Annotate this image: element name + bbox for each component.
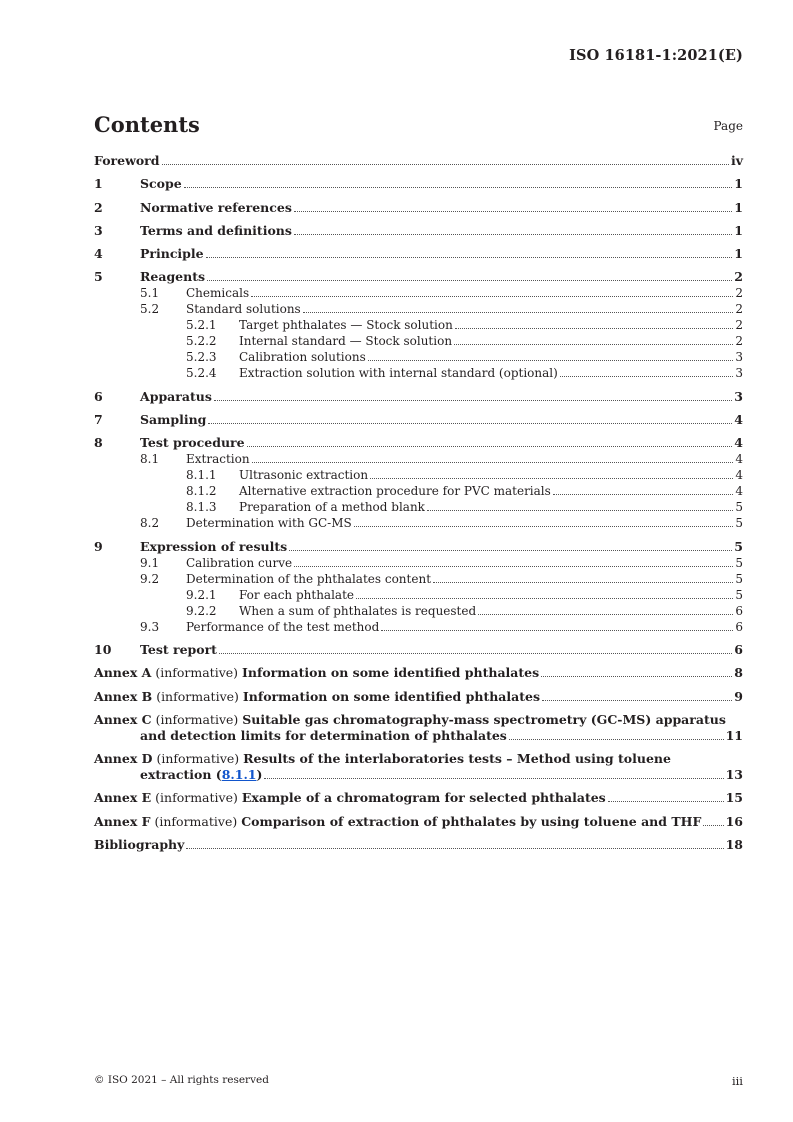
toc-page: 2 — [735, 318, 743, 333]
toc-page: 9 — [734, 688, 743, 704]
annex-title: Information on some identified phthalates — [242, 665, 540, 681]
toc-number: 8 — [94, 435, 103, 451]
annex-title-text: extraction ( — [140, 767, 222, 783]
toc-label: Extraction solution with internal standard (optional) — [239, 366, 558, 381]
toc-page: 5 — [735, 500, 743, 515]
dot-leader — [368, 359, 734, 361]
toc-number: 5.2.4 — [186, 366, 217, 381]
toc-page: 8 — [734, 665, 743, 681]
toc-entry-section[interactable] — [94, 349, 743, 365]
dot-leader — [219, 652, 732, 654]
toc-entry-section[interactable] — [94, 223, 743, 239]
toc-entry-section[interactable] — [94, 619, 743, 635]
toc-entry-section[interactable] — [94, 467, 743, 483]
annex-type: (informative) — [156, 688, 239, 704]
annex-type: (informative) — [154, 813, 238, 829]
toc-label: Internal standard — Stock solution — [239, 334, 453, 349]
toc-label: Bibliography — [94, 837, 185, 853]
toc-page: 3 — [735, 366, 743, 381]
toc-number: 5.2.3 — [186, 350, 217, 365]
dot-leader — [294, 565, 733, 567]
toc-entry-section[interactable] — [94, 451, 743, 467]
toc-label: Performance of the test method — [186, 619, 380, 634]
toc-label: Test procedure — [140, 435, 245, 451]
annex-type: (informative) — [155, 665, 239, 681]
toc-label — [94, 665, 539, 681]
toc-number: 5.2.1 — [186, 318, 217, 333]
toc-page: 16 — [725, 813, 743, 829]
annex-title-text: ) — [256, 767, 263, 783]
toc-page: iv — [730, 153, 743, 168]
annex-title-line2 — [140, 767, 262, 783]
page-title: Contents — [94, 112, 200, 137]
annex-line2 — [94, 728, 743, 744]
toc-page: 18 — [725, 837, 743, 853]
toc-label: When a sum of phthalates is requested — [239, 603, 477, 618]
toc-label: Sampling — [140, 412, 207, 428]
toc-page: 5 — [734, 538, 743, 554]
toc-label: Preparation of a method blank — [239, 500, 425, 515]
toc-number: 5 — [94, 269, 103, 285]
dot-leader — [206, 256, 733, 258]
toc-entry-section[interactable] — [94, 317, 743, 333]
toc-number: 7 — [94, 412, 103, 428]
annex-line2 — [94, 767, 743, 783]
table-of-contents — [94, 153, 743, 853]
toc-number: 9.2.1 — [186, 587, 217, 602]
dot-leader — [184, 186, 733, 188]
toc-entry-section[interactable] — [94, 435, 743, 451]
toc-entry-section[interactable] — [94, 389, 743, 405]
toc-label: Test report — [140, 641, 217, 657]
toc-entry-annex[interactable] — [94, 790, 743, 806]
toc-entry-section[interactable] — [94, 642, 743, 658]
toc-page: 3 — [734, 388, 743, 404]
dot-leader — [264, 777, 723, 779]
toc-number: 3 — [94, 222, 103, 238]
toc-number: 8.1.2 — [186, 484, 217, 499]
dot-leader — [478, 613, 733, 615]
toc-number: 8.1.3 — [186, 500, 217, 515]
toc-entry-section[interactable] — [94, 603, 743, 619]
toc-entry-section[interactable] — [94, 176, 743, 192]
toc-page: 6 — [735, 603, 743, 618]
toc-entry-section[interactable] — [94, 587, 743, 603]
toc-entry-section[interactable] — [94, 200, 743, 216]
toc-label: Calibration curve — [186, 555, 293, 570]
annex-line1 — [94, 751, 743, 767]
dot-leader — [186, 847, 723, 849]
contents-title-row — [94, 112, 743, 138]
toc-entry-bibliography[interactable] — [94, 837, 743, 853]
dot-leader — [356, 597, 733, 599]
toc-label: Foreword — [94, 153, 160, 168]
toc-label: Chemicals — [186, 286, 250, 301]
dot-leader — [433, 581, 733, 583]
toc-number: 10 — [94, 641, 112, 657]
toc-page: 2 — [735, 334, 743, 349]
toc-label — [94, 689, 540, 705]
toc-label: Target phthalates — Stock solution — [239, 318, 453, 333]
toc-number: 5.2.2 — [186, 334, 217, 349]
annex-title: Information on some identified phthalates — [242, 688, 541, 704]
toc-entry-section[interactable] — [94, 285, 743, 301]
toc-page: 3 — [735, 350, 743, 365]
toc-entry-section[interactable] — [94, 555, 743, 571]
dot-leader — [214, 399, 732, 401]
dot-leader — [247, 445, 733, 447]
toc-label: Determination with GC-MS — [186, 516, 352, 531]
dot-leader — [208, 422, 732, 424]
dot-leader — [294, 210, 732, 212]
dot-leader — [454, 343, 733, 345]
annex-id: Annex D — [94, 751, 153, 767]
toc-label: Expression of results — [140, 538, 288, 554]
toc-label: Extraction — [186, 452, 250, 467]
page-footer — [94, 1074, 743, 1088]
dot-leader — [289, 549, 732, 551]
toc-label: Scope — [140, 176, 182, 192]
dot-leader — [542, 699, 732, 701]
annex-type: (informative) — [155, 790, 238, 806]
toc-number: 9.1 — [140, 555, 160, 570]
annex-title: Example of a chromatogram for selected phthalates — [241, 790, 606, 806]
dot-leader — [455, 327, 734, 329]
toc-label: Apparatus — [140, 388, 212, 404]
toc-entry-foreword[interactable] — [94, 153, 743, 169]
toc-page: 15 — [725, 790, 743, 806]
toc-entry-annex[interactable] — [94, 689, 743, 705]
toc-page: 6 — [734, 641, 743, 657]
document-id: ISO 16181-1:2021(E) — [569, 47, 743, 64]
annex-id: Annex E — [94, 790, 152, 806]
dot-leader — [354, 525, 734, 527]
dot-leader — [560, 375, 734, 377]
toc-page: 6 — [735, 619, 743, 634]
toc-label: Determination of the phthalates content — [186, 571, 432, 586]
dot-leader — [703, 824, 723, 826]
dot-leader — [370, 477, 733, 479]
toc-entry-section[interactable] — [94, 365, 743, 381]
toc-page: 11 — [725, 727, 743, 743]
toc-label: Normative references — [140, 199, 292, 215]
toc-page: 5 — [735, 516, 743, 531]
annex-title-line1: Suitable gas chromatography-mass spectrometry (GC-MS) apparatus — [242, 711, 726, 727]
toc-page: 2 — [735, 302, 743, 317]
dot-leader — [553, 493, 734, 495]
toc-page: 1 — [734, 222, 743, 238]
annex-title-line1: Results of the interlaboratories tests – Method using toluene — [243, 751, 671, 767]
toc-number: 5.1 — [140, 286, 160, 301]
toc-entry-section[interactable] — [94, 246, 743, 262]
toc-entry-section[interactable] — [94, 269, 743, 285]
toc-page: 1 — [734, 199, 743, 215]
toc-entry-section[interactable] — [94, 483, 743, 499]
toc-label: Ultrasonic extraction — [239, 468, 369, 483]
toc-number: 9.2.2 — [186, 603, 217, 618]
toc-page: 5 — [735, 587, 743, 602]
toc-page: 4 — [735, 484, 743, 499]
toc-page: 2 — [734, 269, 743, 285]
toc-number: 9.2 — [140, 571, 160, 586]
toc-page: 1 — [734, 246, 743, 262]
dot-leader — [381, 629, 733, 631]
annex-type: (informative) — [155, 711, 239, 727]
toc-entry-section[interactable] — [94, 571, 743, 587]
toc-page: 4 — [734, 412, 743, 428]
annex-id: Annex C — [94, 711, 152, 727]
annex-type: (informative) — [156, 751, 240, 767]
toc-page: 5 — [735, 571, 743, 586]
annex-id: Annex F — [94, 813, 151, 829]
annex-id: Annex A — [94, 665, 152, 681]
toc-entry-section[interactable] — [94, 539, 743, 555]
toc-number: 5.2 — [140, 302, 160, 317]
annex-id: Annex B — [94, 688, 153, 704]
toc-label: Terms and definitions — [140, 222, 292, 238]
toc-label — [94, 814, 701, 830]
dot-leader — [162, 163, 729, 165]
dot-leader — [608, 800, 724, 802]
toc-entry-section[interactable] — [94, 515, 743, 531]
page-number: iii — [731, 1074, 743, 1088]
toc-page: 1 — [734, 176, 743, 192]
toc-number: 8.1.1 — [186, 468, 217, 483]
dot-leader — [294, 233, 732, 235]
toc-number: 9.3 — [140, 619, 160, 634]
dot-leader — [251, 295, 733, 297]
toc-label: Calibration solutions — [239, 350, 366, 365]
toc-number: 8.2 — [140, 516, 160, 531]
toc-entry-annex[interactable] — [94, 712, 743, 744]
dot-leader — [252, 461, 734, 463]
toc-entry-annex[interactable] — [94, 814, 743, 830]
section-link[interactable]: 8.1.1 — [221, 767, 257, 783]
toc-number: 6 — [94, 388, 103, 404]
toc-entry-section[interactable] — [94, 333, 743, 349]
toc-entry-section[interactable] — [94, 412, 743, 428]
copyright-notice: © ISO 2021 – All rights reserved — [94, 1074, 269, 1086]
annex-title: Comparison of extraction of phthalates by using toluene and THF — [241, 813, 702, 829]
annex-line1 — [94, 712, 743, 728]
toc-label: Standard solutions — [186, 302, 301, 317]
toc-page: 2 — [735, 286, 743, 301]
toc-number: 8.1 — [140, 452, 160, 467]
annex-title-line2: and detection limits for determination of phthalates — [140, 727, 507, 743]
toc-page: 4 — [735, 452, 743, 467]
dot-leader — [427, 509, 733, 511]
dot-leader — [541, 675, 732, 677]
dot-leader — [207, 279, 732, 281]
toc-label — [94, 790, 606, 806]
toc-entry-section[interactable] — [94, 499, 743, 515]
toc-number: 4 — [94, 246, 103, 262]
toc-number: 1 — [94, 176, 103, 192]
toc-entry-annex[interactable] — [94, 751, 743, 783]
toc-page: 4 — [735, 468, 743, 483]
dot-leader — [509, 738, 724, 740]
page-column-label: Page — [713, 119, 743, 133]
toc-entry-annex[interactable] — [94, 665, 743, 681]
toc-entry-section[interactable] — [94, 301, 743, 317]
dot-leader — [303, 311, 734, 313]
toc-label: For each phthalate — [239, 587, 354, 602]
toc-label: Reagents — [140, 269, 206, 285]
toc-number: 2 — [94, 199, 103, 215]
toc-number: 9 — [94, 538, 103, 554]
toc-page: 13 — [725, 767, 743, 783]
toc-page: 5 — [735, 555, 743, 570]
toc-label: Principle — [140, 246, 204, 262]
toc-page: 4 — [734, 435, 743, 451]
toc-label: Alternative extraction procedure for PVC materials — [239, 484, 551, 499]
